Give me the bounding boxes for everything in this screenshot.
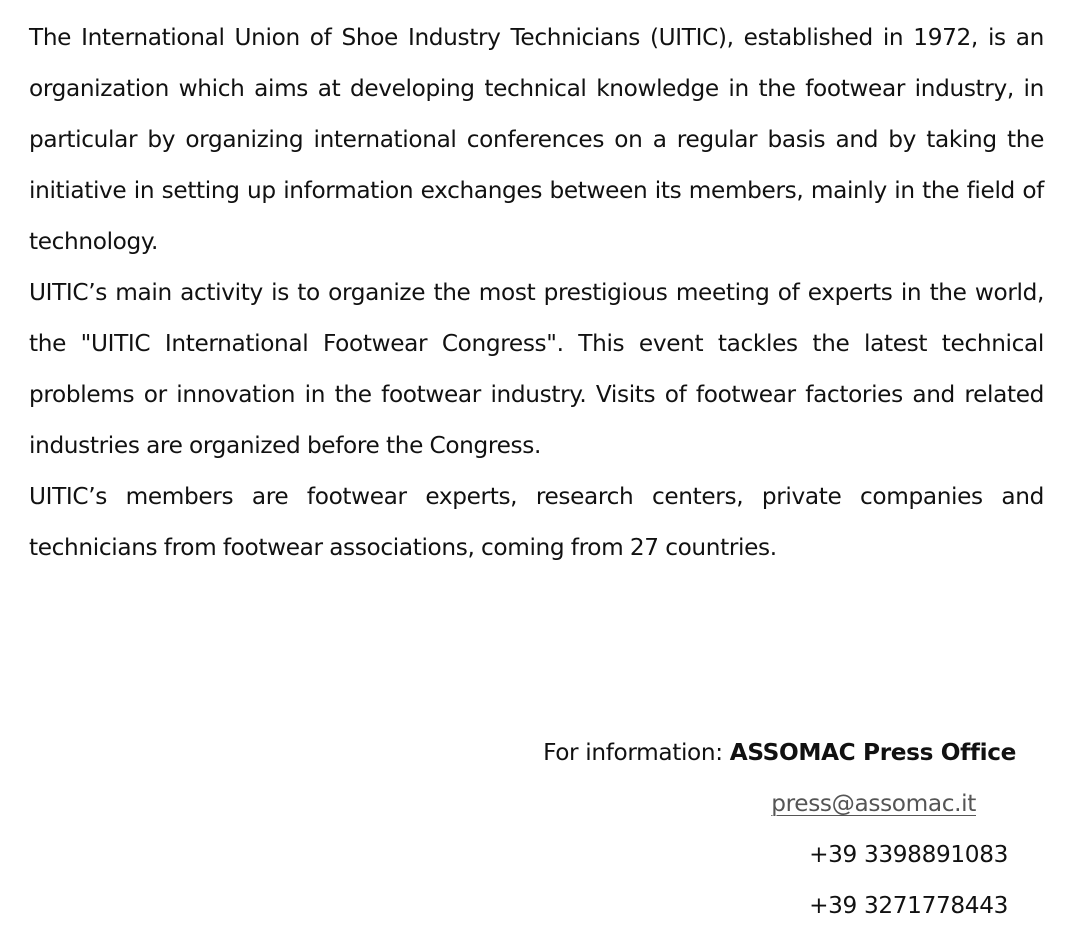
document-body bbox=[29, 12, 1044, 573]
contact-info-line bbox=[543, 727, 1016, 778]
phone-number-2: +39 3271778443 bbox=[809, 892, 1008, 919]
phone-number-1: +39 3398891083 bbox=[809, 841, 1008, 868]
press-office-name: ASSOMAC Press Office bbox=[729, 739, 1016, 766]
email-line bbox=[771, 778, 976, 829]
email-link[interactable]: press@assomac.it bbox=[771, 790, 976, 817]
paragraph-main-activity: UITIC’s main activity is to organize the most prestigious meeting of experts in the world, the "UITIC International Footwear Congress". This event tackles the latest technical problems or innovation in the footwear industry. Visits of footwear factories and related industries are organized before the Congress. bbox=[29, 279, 1044, 459]
paragraph-about-uitic: The International Union of Shoe Industry Technicians (UITIC), established in 1972, is an organization which aims at developing technical knowledge in the footwear industry, in particular by organizing international conferences on a regular basis and by taking the initiative in setting up information exchanges between its members, mainly in the field of technology. bbox=[29, 24, 1044, 255]
contact-label: For information: bbox=[543, 739, 730, 766]
paragraph-members: UITIC’s members are footwear experts, research centers, private companies and technicians from footwear associations, coming from 27 countries. bbox=[29, 483, 1044, 561]
